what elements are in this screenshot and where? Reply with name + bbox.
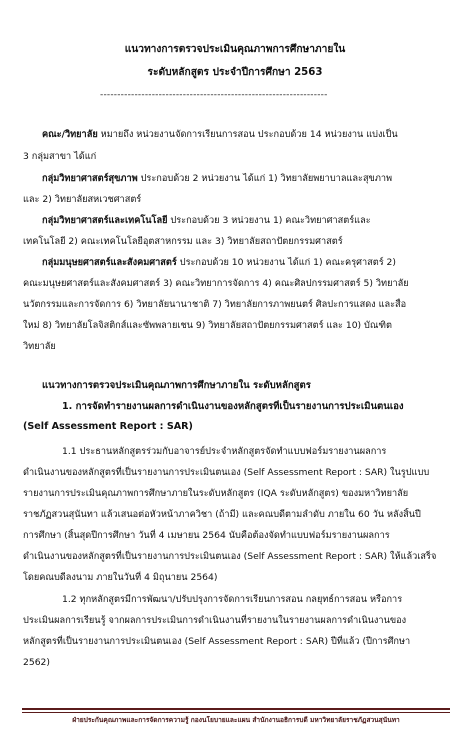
paragraph-1-1-line4: ราชภัฏสวนสุนันทา แล้วเสนอต่อหัวหน้าภาควิชา (ถ้ามี) และคณบดีตามลำดับ ภายใน 60 วัน หลังสิ้นปี bbox=[23, 509, 421, 520]
document-title-line2: ระดับหลักสูตร ประจำปีการศึกษา 2563 bbox=[147, 67, 323, 78]
paragraph-1-1-line2: ดำเนินงานของหลักสูตรที่เป็นรายงานการประเมินตนเอง (Self Assessment Report : SAR) ในรูปแบบ bbox=[23, 467, 430, 478]
sub-heading-line2: (Self Assessment Report : SAR) bbox=[23, 421, 193, 432]
footer-rule-thin bbox=[22, 712, 450, 713]
humanities-group-term: กลุ่มมนุษยศาสตร์และสังคมศาสตร์ bbox=[42, 257, 177, 268]
paragraph-1-1-line3: รายงานการประเมินคุณภาพการศึกษาภายในระดับหลักสูตร (IQA ระดับหลักสูตร) ของมหาวิทยาลัย bbox=[23, 488, 409, 499]
paragraph-1-2-line1: 1.2 ทุกหลักสูตรมีการพัฒนา/ปรับปรุงการจัดการเรียนการสอน กลยุทธ์การสอน หรือการ bbox=[62, 594, 403, 605]
health-science-group-line1 bbox=[42, 172, 452, 185]
science-tech-group-line2: เทคโนโลยี 2) คณะเทคโนโลยีอุตสาหกรรม และ 3) วิทยาลัยสถาปัตยกรรมศาสตร์ bbox=[23, 236, 343, 247]
science-tech-group-line1 bbox=[42, 214, 452, 227]
faculty-term: คณะ/วิทยาลัย bbox=[42, 129, 98, 140]
title-separator: ------------------------------------------------------------------ bbox=[100, 90, 328, 100]
humanities-group-text: ประกอบด้วย 10 หน่วยงาน ได้แก่ 1) คณะครุศาสตร์ 2) bbox=[176, 257, 396, 268]
intro-line-1 bbox=[42, 128, 452, 141]
paragraph-1-1-line1: 1.1 ประธานหลักสูตรร่วมกับอาจารย์ประจำหลักสูตรจัดทำแบบฟอร์มรายงานผลการ bbox=[62, 446, 387, 457]
footer-text: ฝ่ายประกันคุณภาพและการจัดการความรู้ กองนโยบายและแผน สำนักงานอธิการบดี มหาวิทยาลัยราชภัฏสวนสุนันทา bbox=[72, 716, 400, 724]
section-heading: แนวทางการตรวจประเมินคุณภาพการศึกษาภายใน ระดับหลักสูตร bbox=[42, 380, 311, 391]
paragraph-1-2-line4: 2562) bbox=[23, 657, 50, 668]
humanities-group-line1 bbox=[42, 256, 452, 269]
paragraph-1-2-line3: หลักสูตรที่เป็นรายงานการประเมินตนเอง (Self Assessment Report : SAR) ปีที่แล้ว (ปีการศึกษา bbox=[23, 636, 411, 647]
paragraph-1-1-line6: ดำเนินงานของหลักสูตรที่เป็นรายงานการประเมินตนเอง (Self Assessment Report : SAR) ให้แล้วเสร็จ bbox=[23, 551, 437, 562]
paragraph-1-1-line7: โดยคณบดีลงนาม ภายในวันที่ 4 มิถุนายน 2564) bbox=[23, 572, 218, 583]
science-tech-group-term: กลุ่มวิทยาศาสตร์และเทคโนโลยี bbox=[42, 215, 168, 226]
paragraph-1-1-line5: การศึกษา (สิ้นสุดปีการศึกษา วันที่ 4 เมษายน 2564 นับคือต้องจัดทำแบบฟอร์มรายงานผลการ bbox=[23, 530, 390, 541]
humanities-group-line2: คณะมนุษยศาสตร์และสังคมศาสตร์ 3) คณะวิทยาการจัดการ 4) คณะศิลปกรรมศาสตร์ 5) วิทยาลัย bbox=[23, 278, 409, 289]
paragraph-1-2-line2: ประเมินผลการเรียนรู้ จากผลการประเมินการดำเนินงานที่รายงานในรายงานผลการดำเนินงานของ bbox=[23, 615, 407, 626]
health-science-group-line2: และ 2) วิทยาลัยสหเวชศาสตร์ bbox=[23, 194, 142, 205]
humanities-group-line5: วิทยาลัย bbox=[23, 341, 56, 352]
document-title-line1: แนวทางการตรวจประเมินคุณภาพการศึกษาภายใน bbox=[124, 44, 346, 55]
health-science-group-term: กลุ่มวิทยาศาสตร์สุขภาพ bbox=[42, 173, 138, 184]
health-science-group-text: ประกอบด้วย 2 หน่วยงาน ได้แก่ 1) วิทยาลัยพยาบาลและสุขภาพ bbox=[137, 173, 393, 184]
sub-heading: 1. การจัดทำรายงานผลการดำเนินงานของหลักสูตรที่เป็นรายงานการประเมินตนเอง bbox=[62, 401, 404, 412]
humanities-group-line4: ใหม่ 8) วิทยาลัยโลจิสติกส์และซัพพลายเชน 9) วิทยาลัยสถาปัตยกรรมศาสตร์ และ 10) บัณฑิต bbox=[23, 320, 393, 331]
humanities-group-line3: นวัตกรรมและการจัดการ 6) วิทยาลัยนานาชาติ 7) วิทยาลัยการภาพยนตร์ ศิลปะการแสดง และสื่อ bbox=[23, 299, 407, 310]
science-tech-group-text: ประกอบด้วย 3 หน่วยงาน 1) คณะวิทยาศาสตร์และ bbox=[167, 215, 371, 226]
intro-line-2: 3 กลุ่มสาขา ได้แก่ bbox=[23, 151, 97, 162]
footer-rule-thick bbox=[22, 708, 450, 710]
faculty-definition: หมายถึง หน่วยงานจัดการเรียนการสอน ประกอบด้วย 14 หน่วยงาน แบ่งเป็น bbox=[97, 129, 398, 140]
